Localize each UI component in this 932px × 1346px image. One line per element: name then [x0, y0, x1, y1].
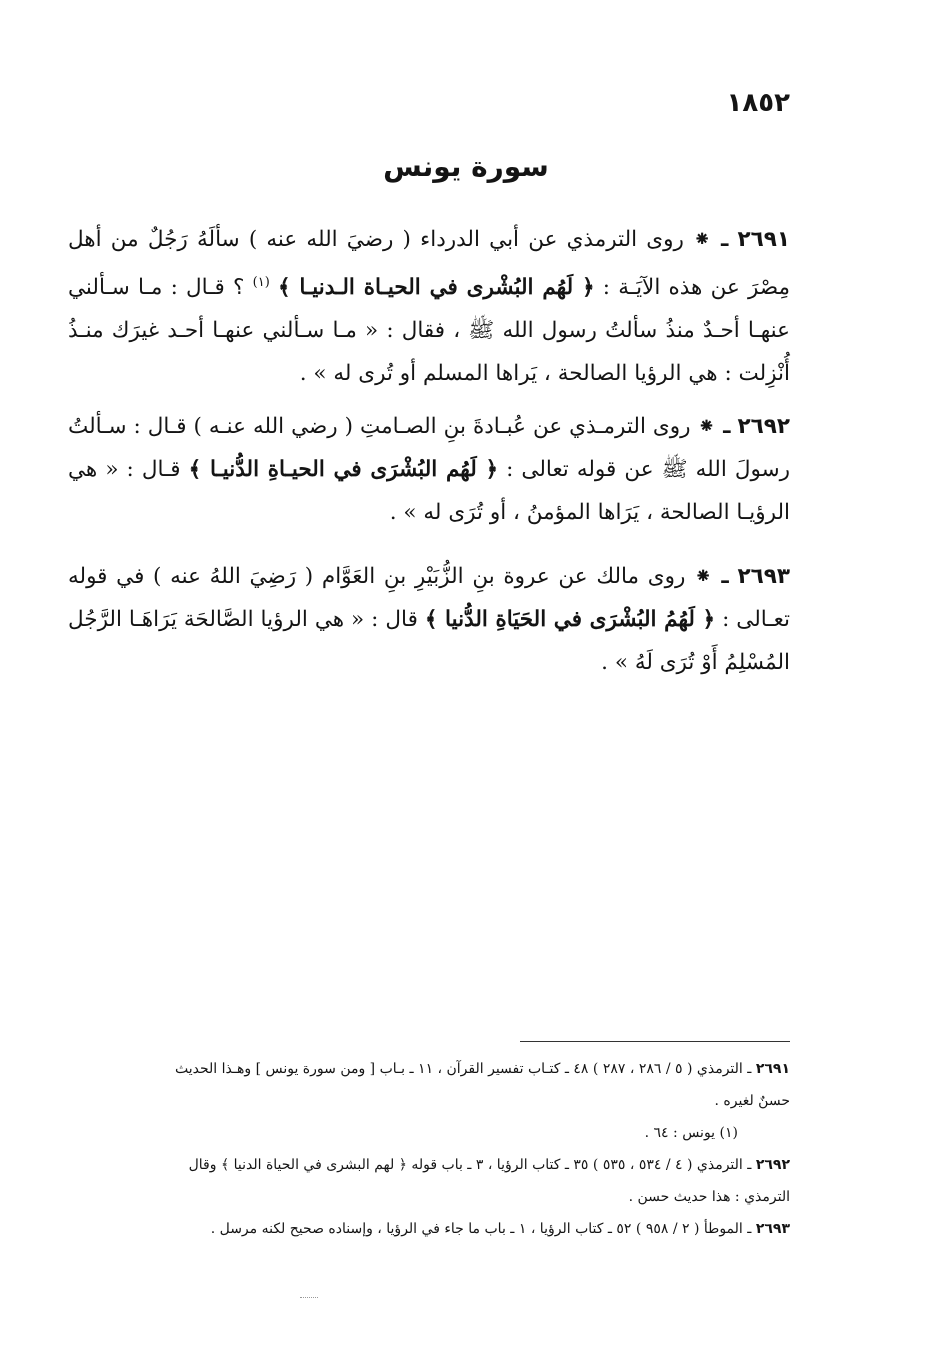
footnote-1: [140, 1117, 790, 1149]
paragraph-text: [68, 405, 790, 534]
hadith-text-start: روى الترمذي عن أبي الدرداء ( رضيَ الله عنه ) سألَهُ رَجُلٌ من أهل مِصْرَ عن هذه الآيَـة :: [68, 227, 791, 301]
footnote-text: ـ الموطأ ( ٢ / ٩٥٨ ) ٥٢ ـ كتاب الرؤيا ، ١ ـ باب ما جاء في الرؤيا ، وإسناده صحيح لكنه مرسل .: [210, 1221, 752, 1237]
paragraph-text: [68, 218, 790, 395]
footnote-text: ـ الترمذي ( ٥ / ٢٨٦ ، ٢٨٧ ) ٤٨ ـ كتـاب تفسير القرآن ، ١١ ـ بـاب [ ومن سورة يونس ] وهـذا الحديث حسنٌ لغيره .: [175, 1061, 790, 1109]
hadith-text-start: روى الترمـذي عن عُبـادةَ بنِ الصـامتِ ( رضي الله عنـه ) قـال : سـألتُ رسولَ الله ﷺ عن قوله تعالى :: [68, 414, 790, 482]
hadith-text-end: قال : « هي الرؤيا الصَّالحَة يَرَاهَـا الرَّجُل المُسْلِمُ أَوْ تُرَى لَهُ » .: [68, 607, 790, 675]
footnote-number: ٢٦٩٢: [755, 1157, 790, 1173]
footnote-number: ٢٦٩٣: [755, 1221, 790, 1237]
surah-title: سورة يونس: [383, 150, 549, 183]
hadith-number: ٢٦٩٢: [737, 414, 790, 439]
hadith-number: ٢٦٩٣: [737, 564, 790, 589]
footnote-number: ٢٦٩١: [755, 1061, 790, 1077]
quran-verse: ﴿ لَهُم البُشْرى في الحيـاة الـدنيـا ﴾: [277, 275, 595, 301]
quran-verse: ﴿ لَهُم البُشْرَى في الحيـاةِ الدُّنيـا ﴾: [188, 457, 499, 482]
hadith-paragraph-2693: [68, 555, 790, 684]
footnote-number: (١): [719, 1125, 738, 1141]
footnote-2691: [140, 1053, 790, 1117]
hadith-text-end: قـال : « هي الرؤيـا الصالحة ، يَرَاها المؤمنُ ، أو تُرَى له » .: [68, 457, 790, 525]
footnote-text: ـ الترمذي ( ٤ / ٥٣٤ ، ٥٣٥ ) ٣٥ ـ كتاب الرؤيا ، ٣ ـ باب قوله ﴿ لهم البشرى في الحياة الدنيا ﴾ وقال الترمذي : هذا حديث حسن .: [188, 1157, 790, 1205]
hadith-marker: ـ ⁕: [693, 227, 729, 252]
hadith-text-end: ؟ قـال : مـا سـألني عنهـا أحـدٌ منذُ سألتُ رسول الله ﷺ ، فقال : « مـا سـألني عنهـا أحـد غيرَك منـذُ أُنْزِلت : هي الرؤيا الصالحة ، يَراها المسلم أو تُرى له » .: [68, 275, 790, 387]
footnote-divider: [520, 1041, 790, 1042]
footnote-2693: [140, 1213, 790, 1245]
footnote-text: يونس : ٦٤ .: [644, 1125, 716, 1141]
footnote-reference: (١): [252, 275, 270, 290]
page-number: ١٨٥٢: [726, 88, 790, 118]
footnote-2692: [140, 1149, 790, 1213]
scan-mark: [300, 1297, 318, 1298]
hadith-paragraph-2692: [68, 405, 790, 534]
hadith-text-start: روى مالك عن عروة بنِ الزُّبَيْرِ بنِ العَوَّام ( رَضِيَ اللهُ عنه ) في قوله تعـالى :: [68, 564, 790, 632]
paragraph-text: [68, 555, 790, 684]
hadith-marker: ـ ⁕: [697, 414, 731, 439]
hadith-number: ٢٦٩١: [737, 227, 790, 252]
hadith-paragraph-2691: [68, 218, 790, 395]
footnotes: [140, 1053, 790, 1245]
hadith-marker: ـ ⁕: [694, 564, 729, 589]
quran-verse: ﴿ لَهُمُ البُشْرَى في الحَيَاةِ الدُّنيا ﴾: [424, 607, 716, 632]
